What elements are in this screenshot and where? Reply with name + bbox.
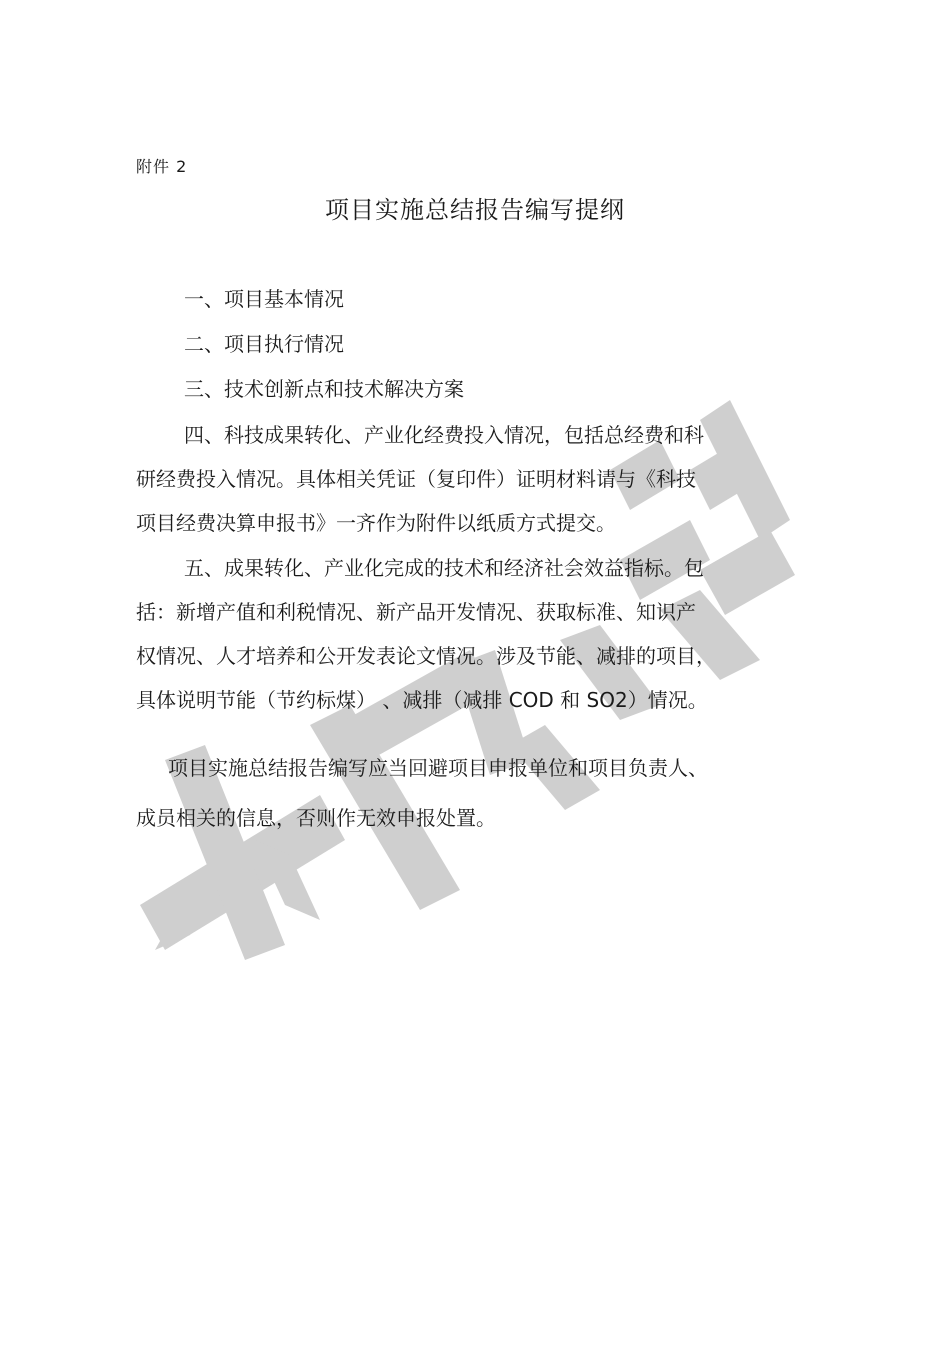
note-paragraph	[136, 754, 776, 854]
note-line-1: 项目实施总结报告编写应当回避项目申报单位和项目负责人、	[168, 756, 708, 780]
section-5-paragraph	[136, 554, 776, 730]
section-4-line-3: 项目经费决算申报书》一齐作为附件以纸质方式提交。	[136, 511, 616, 535]
section-4-line-2: 研经费投入情况。具体相关凭证（复印件）证明材料请与《科技	[136, 467, 696, 491]
outline-item-1: 一、项目基本情况	[184, 287, 344, 311]
section-4-line-1: 四、科技成果转化、产业化经费投入情况，包括总经费和科	[184, 423, 704, 447]
note-line-2: 成员相关的信息，否则作无效申报处置。	[136, 806, 496, 830]
section-4-paragraph	[136, 421, 776, 553]
section-5-line-1: 五、成果转化、产业化完成的技术和经济社会效益指标。包	[184, 556, 704, 580]
section-5-line-2: 括：新增产值和利税情况、新产品开发情况、获取标准、知识产	[136, 600, 696, 624]
section-5-line-4: 具体说明节能（节约标煤） 、减排（减排 COD 和 SO2）情况。	[136, 688, 708, 712]
section-5-line-3: 权情况、人才培养和公开发表论文情况。涉及节能、减排的项目，	[136, 644, 716, 668]
document-title: 项目实施总结报告编写提纲	[325, 196, 625, 224]
outline-item-2: 二、项目执行情况	[184, 332, 344, 356]
outline-item-3: 三、技术创新点和技术解决方案	[184, 377, 464, 401]
attachment-label: 附件 2	[136, 157, 188, 176]
